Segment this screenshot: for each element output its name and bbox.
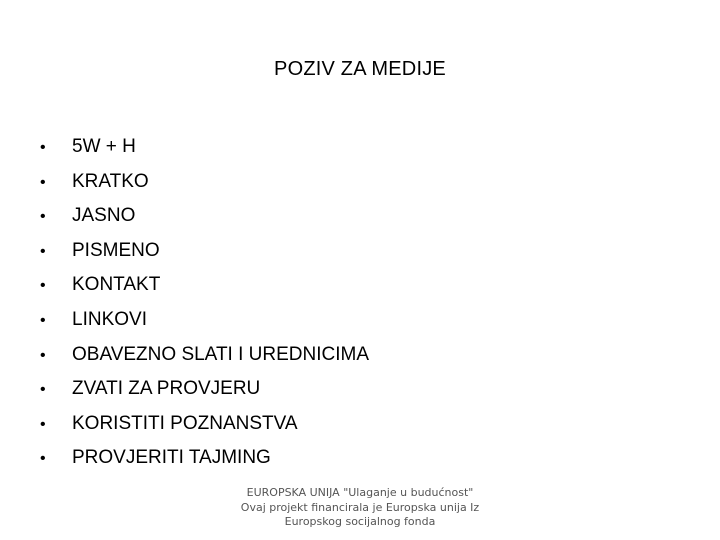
bullet-icon: • [40, 415, 46, 433]
slide-title: POZIV ZA MEDIJE [274, 58, 446, 80]
bullet-text: KORISTITI POZNANSTVA [72, 412, 298, 434]
bullet-icon: • [40, 346, 46, 364]
list-item [40, 165, 369, 200]
bullet-text: KRATKO [72, 170, 149, 192]
bullet-text: PISMENO [72, 239, 160, 261]
bullet-icon: • [40, 381, 46, 399]
bullet-icon: • [40, 311, 46, 329]
bullet-text: LINKOVI [72, 308, 147, 330]
bullet-icon: • [40, 173, 46, 191]
footer-note: EUROPSKA UNIJA "Ulaganje u budućnost" Ovaj projekt financirala je Europska unija Iz Europskog socijalnog fonda [240, 486, 480, 528]
list-item [40, 199, 369, 234]
bullet-text: KONTAKT [72, 274, 161, 296]
list-item [40, 441, 369, 476]
bullet-text: JASNO [72, 205, 136, 227]
bullet-text: ZVATI ZA PROVJERU [72, 378, 261, 400]
bullet-icon: • [40, 242, 46, 260]
bullet-text: PROVJERITI TAJMING [72, 447, 271, 469]
list-item [40, 303, 369, 338]
list-item [40, 268, 369, 303]
bullet-icon: • [40, 450, 46, 468]
bullet-list [40, 130, 369, 476]
bullet-text: OBAVEZNO SLATI I UREDNICIMA [72, 343, 370, 365]
bullet-icon: • [40, 208, 46, 226]
list-item [40, 130, 369, 165]
bullet-icon: • [40, 277, 46, 295]
list-item [40, 234, 369, 269]
list-item [40, 407, 369, 442]
bullet-text: 5W + H [72, 136, 136, 157]
list-item [40, 372, 369, 407]
list-item [40, 338, 369, 373]
bullet-icon: • [40, 139, 46, 156]
